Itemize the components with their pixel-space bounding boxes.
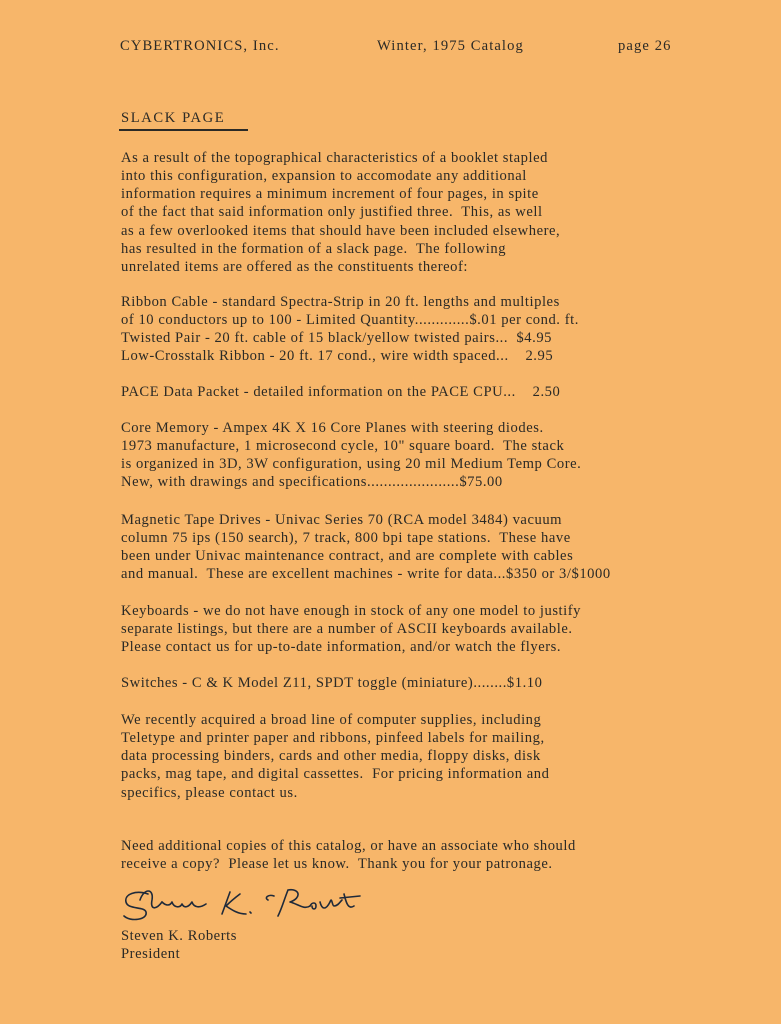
paragraph-1-line: As a result of the topographical characteristics of a booklet stapled bbox=[121, 150, 548, 166]
paragraph-9-line: receive a copy? Please let us know. Thank you for your patronage. bbox=[121, 856, 553, 873]
paragraph-8-line: packs, mag tape, and digital cassettes. For pricing information and bbox=[121, 766, 550, 783]
title-underline bbox=[119, 129, 248, 131]
paragraph-2-line: Twisted Pair - 20 ft. cable of 15 black/yellow twisted pairs... $4.95 bbox=[121, 330, 553, 347]
paragraph-5-line: Magnetic Tape Drives - Univac Series 70 (RCA model 3484) vacuum bbox=[121, 512, 563, 528]
paragraph-5-line: column 75 ips (150 search), 7 track, 800 bpi tape stations. These have bbox=[121, 530, 571, 547]
paragraph-4-line: Core Memory - Ampex 4K X 16 Core Planes with steering diodes. bbox=[121, 420, 544, 436]
paragraph-8-line: data processing binders, cards and other media, floppy disks, disk bbox=[121, 748, 541, 765]
paragraph-1-line: of the fact that said information only justified three. This, as well bbox=[121, 204, 543, 221]
paragraph-1-line: unrelated items are offered as the constituents thereof: bbox=[121, 258, 469, 275]
paragraph-2-line: of 10 conductors up to 100 - Limited Quantity.............$.01 per cond. ft. bbox=[121, 312, 579, 329]
signature-name: Steven K. Roberts bbox=[121, 928, 237, 944]
paragraph-2-line: Ribbon Cable - standard Spectra-Strip in 20 ft. lengths and multiples bbox=[121, 294, 560, 310]
paragraph-5-line: been under Univac maintenance contract, and are complete with cables bbox=[121, 548, 574, 565]
paragraph-4-line: is organized in 3D, 3W configuration, using 20 mil Medium Temp Core. bbox=[121, 456, 582, 473]
paragraph-6-line: Please contact us for up-to-date information, and/or watch the flyers. bbox=[121, 639, 562, 656]
header-company: CYBERTRONICS, Inc. bbox=[120, 38, 280, 54]
paragraph-8-line: Teletype and printer paper and ribbons, pinfeed labels for mailing, bbox=[121, 730, 545, 747]
signature-role: President bbox=[121, 946, 181, 962]
paragraph-6-line: Keyboards - we do not have enough in stock of any one model to justify bbox=[121, 603, 582, 619]
paragraph-5-line: and manual. These are excellent machines - write for data...$350 or 3/$1000 bbox=[121, 566, 611, 583]
page-title: SLACK PAGE bbox=[121, 110, 226, 126]
paragraph-3-line: PACE Data Packet - detailed information on the PACE CPU... 2.50 bbox=[121, 384, 561, 400]
paragraph-1-line: information requires a minimum increment of four pages, in spite bbox=[121, 186, 539, 203]
header-page-number: page 26 bbox=[618, 38, 672, 54]
paragraph-2-line: Low-Crosstalk Ribbon - 20 ft. 17 cond., wire width spaced... 2.95 bbox=[121, 348, 554, 365]
header-catalog: Winter, 1975 Catalog bbox=[377, 38, 524, 54]
paragraph-9-line: Need additional copies of this catalog, or have an associate who should bbox=[121, 838, 576, 854]
paragraph-1-line: as a few overlooked items that should have been included elsewhere, bbox=[121, 222, 561, 239]
paragraph-1-line: into this configuration, expansion to accomodate any additional bbox=[121, 168, 527, 185]
paragraph-8-line: We recently acquired a broad line of computer supplies, including bbox=[121, 712, 542, 728]
handwritten-signature bbox=[118, 880, 378, 930]
paragraph-4-line: 1973 manufacture, 1 microsecond cycle, 10" square board. The stack bbox=[121, 438, 565, 455]
paragraph-1-line: has resulted in the formation of a slack page. The following bbox=[121, 240, 507, 257]
paragraph-8-line: specifics, please contact us. bbox=[121, 784, 298, 801]
paragraph-4-line: New, with drawings and specifications......................$75.00 bbox=[121, 474, 503, 491]
paragraph-6-line: separate listings, but there are a number of ASCII keyboards available. bbox=[121, 621, 573, 638]
paragraph-7-line: Switches - C & K Model Z11, SPDT toggle (miniature)........$1.10 bbox=[121, 675, 543, 691]
